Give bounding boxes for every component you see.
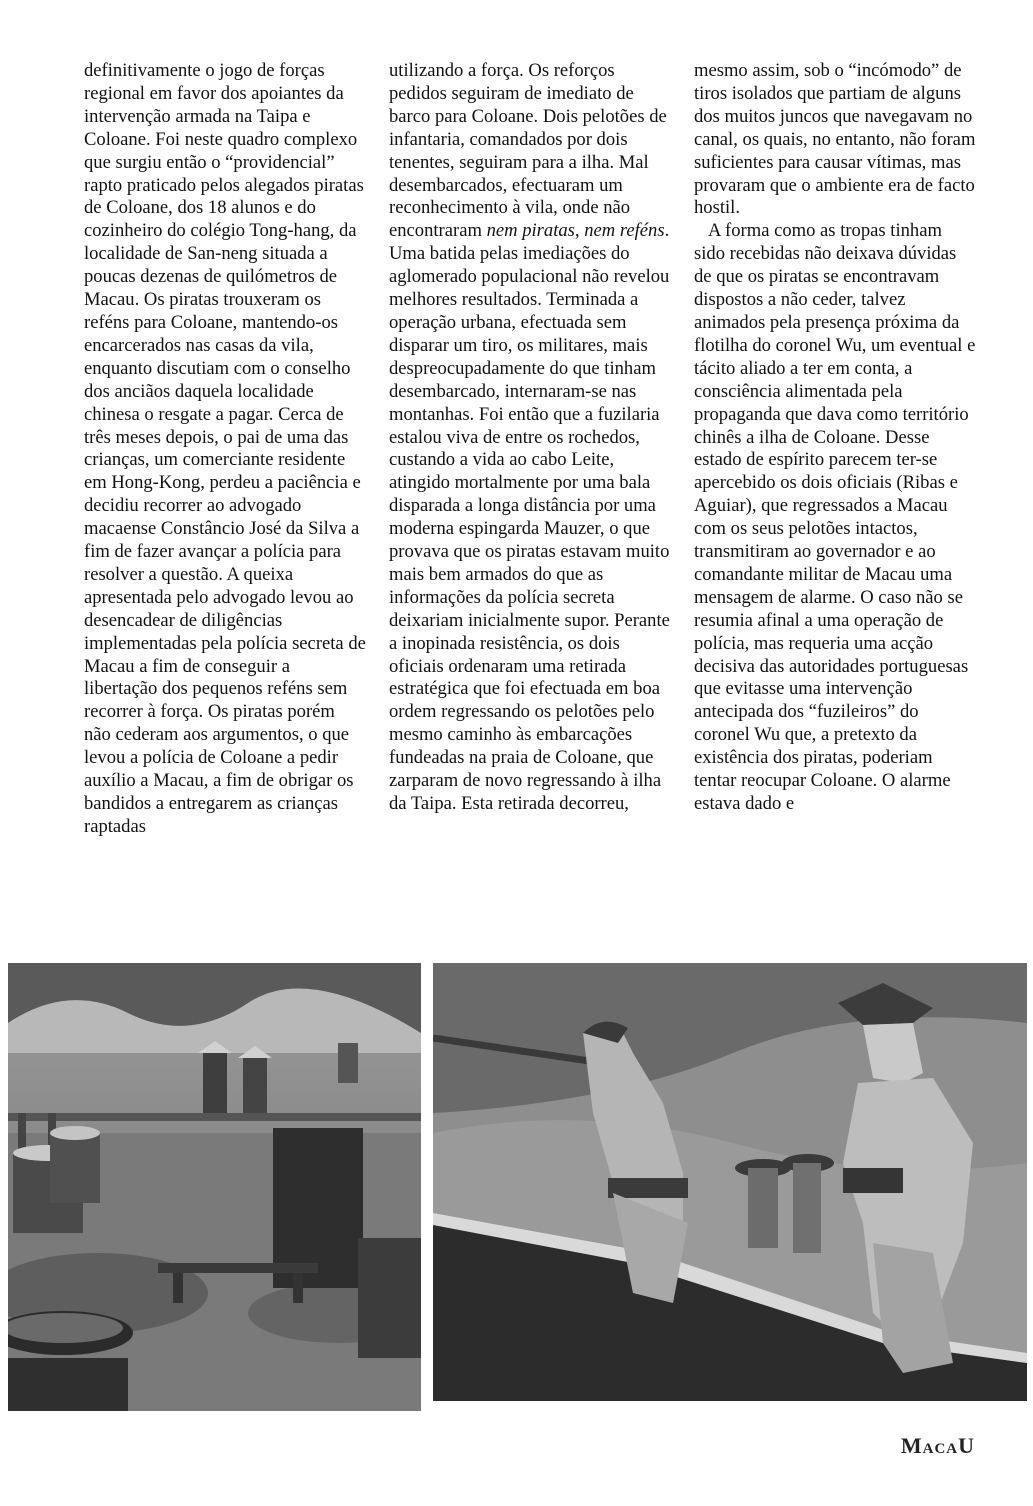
italic-text: nem piratas, nem reféns (486, 220, 665, 242)
article-columns (84, 60, 976, 952)
paragraph: definitivamente o jogo de forças regional em favor dos apoiantes da intervenção armada na Taipa e Coloane. Foi neste quadro complexo que surgiu então o “providencial” rapto praticado pelos alegados piratas de Coloane, dos 18 alunos e do cozinheiro do colégio Tong-hang, da localidade de San-neng situada a poucas dezenas de quilómetros de Macau. Os piratas trouxeram os reféns para Coloane, mantendo-os encarcerados nas casas da vila, enquanto discutiam com o conselho dos anciãos daquela localidade chinesa o resgate a pagar. Cerca de três meses depois, o pai de uma das crianças, um comerciante residente em Hong-Kong, perdeu a paciência e decidiu recorrer ao advogado macaense Constâncio José da Silva a fim de fazer avançar a polícia para resolver a questão. A queixa apresentada pelo advogado levou ao desencadear de diligências implementadas pela polícia secreta de Macau a fim de conseguir a libertação dos pequenos reféns sem recorrer à força. Os piratas porém não cederam aos argumentos, o que levou a polícia de Coloane a pedir auxílio a Macau, a fim de obrigar os bandidos a entregarem as crianças raptadas (84, 60, 366, 837)
text-column-2 (389, 60, 671, 816)
text-column-3 (694, 60, 976, 816)
photo-illustration (433, 963, 1027, 1401)
text-run: utilizando a força. Os reforços pedidos seguiram de imediato de barco para Coloane. Dois pelotões de infantaria, comandados por dois tenentes, seguiram para a ilha. Mal desembarcados, efectuaram um reconhecimento à vila, onde não encontraram (389, 60, 667, 242)
text-column-1 (84, 60, 366, 839)
historical-photo-village-workers (8, 963, 421, 1411)
paragraph: mesmo assim, sob o “incómodo” de tiros isolados que partiam de alguns dos muitos juncos que navegavam no canal, os quais, no entanto, não foram suficientes para causar vítimas, mas provaram que o ambiente era de facto hostil. (694, 60, 976, 219)
historical-photo-soldiers-aiming (433, 963, 1027, 1401)
text-run: . Uma batida pelas imediações do aglomerado populacional não revelou melhores resultados. Terminada a operação urbana, efectuada sem disparar um tiro, os militares, mais despreocupadamente do que tinham desembarcado, internaram-se nas montanhas. Foi então que a fuzilaria estalou viva de entre os rochedos, custando a vida ao cabo Leite, atingido mortalmente por uma bala disparada a longa distância por uma moderna espingarda Mauzer, o que provava que os piratas estavam muito mais bem armados do que as informações da polícia secreta deixariam inicialmente supor. Perante a inopinada resistência, os dois oficiais ordenaram uma retirada estratégica que foi efectuada em boa ordem regressando os pelotões pelo mesmo caminho às embarcações fundeadas na praia de Coloane, que zarparam de novo regressando à ilha da Taipa. Esta retirada decorreu, (389, 220, 670, 814)
paragraph (389, 60, 671, 816)
paragraph: A forma como as tropas tinham sido recebidas não deixava dúvidas de que os piratas se encontravam dispostos a não ceder, talvez animados pela presença próxima da flotilha do coronel Wu, um eventual e tácito aliado a ter em conta, a consciência alimentada pela propaganda que dava como território chinês a ilha de Coloane. Desse estado de espírito parecem ter-se apercebido os dois oficiais (Ribas e Aguiar), que regressados a Macau com os seus pelotões intactos, transmitiram ao governador e ao comandante militar de Macau uma mensagem de alarme. O caso não se resumia afinal a uma operação de polícia, mas requeria uma acção decisiva das autoridades portuguesas que evitasse uma intervenção antecipada dos “fuzileiros” do coronel Wu que, a pretexto da existência dos piratas, poderiam tentar reocupar Coloane. O alarme estava dado e (694, 220, 976, 814)
photo-illustration (8, 963, 421, 1411)
magazine-logo: MacaU (900, 1433, 975, 1458)
